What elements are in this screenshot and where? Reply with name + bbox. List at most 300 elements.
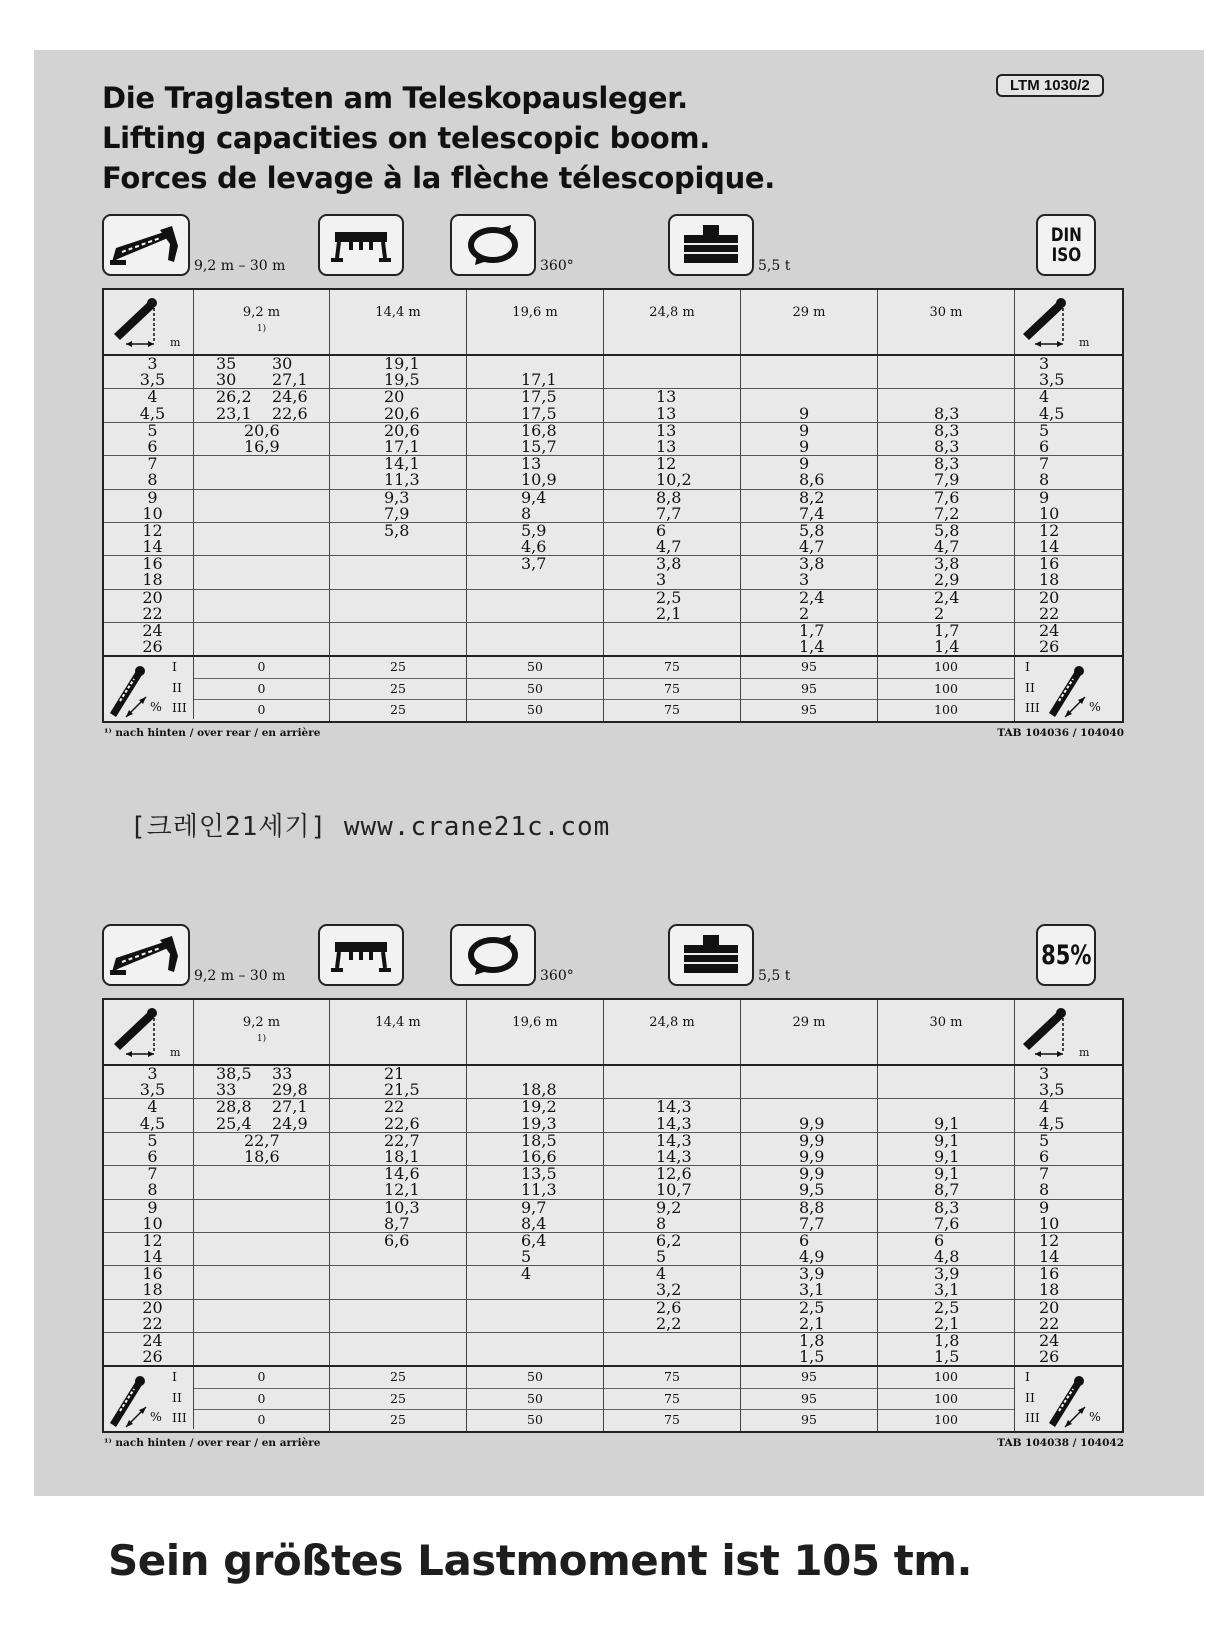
- capacity-row-cell: [604, 639, 740, 655]
- table-body: [104, 1066, 1122, 1365]
- capacity-row-cell: [467, 489, 603, 506]
- telescoping-label: II: [172, 1389, 182, 1405]
- percent-label: %: [150, 1409, 162, 1425]
- radius-cell: 6: [1039, 1146, 1050, 1166]
- outrigger-icon: [318, 214, 404, 276]
- capacity-value: 18,1: [384, 1146, 420, 1166]
- radius-cell: 12: [1015, 1232, 1122, 1249]
- radius-cell: 3,5: [1039, 370, 1065, 390]
- capacity-row-cell: [741, 539, 877, 555]
- telescoping-boom-icon: [106, 1371, 152, 1429]
- capacity-row-cell: [741, 1313, 877, 1333]
- capacity-value: 5,8: [384, 520, 410, 540]
- capacity-row-cell: [330, 639, 466, 655]
- radius-cell: 6: [147, 1146, 158, 1166]
- capacity-value: 13: [656, 387, 677, 407]
- capacity-row-cell: [194, 572, 329, 588]
- capacity-value: 29,8: [272, 1080, 308, 1100]
- capacity-row-cell: [194, 1066, 329, 1082]
- radius-cell: 10: [1039, 503, 1060, 523]
- capacity-value: 4,7: [934, 537, 960, 557]
- capacity-row-cell: [878, 1066, 1014, 1082]
- telescoping-label-column-right: [1015, 657, 1122, 721]
- radius-cell: 9: [1015, 1199, 1122, 1216]
- capacity-row-cell: [878, 1113, 1014, 1133]
- telescoping-pct: 100: [878, 1367, 1014, 1389]
- telescoping-column: [194, 1367, 330, 1431]
- capacity-row-cell: [194, 372, 329, 388]
- capacity-value: 12,6: [656, 1164, 692, 1184]
- capacity-row-cell: [330, 503, 466, 523]
- telescoping-pct: 95: [801, 702, 817, 718]
- capacity-row-cell: [330, 1332, 466, 1349]
- capacity-row-cell: [467, 472, 603, 488]
- radius-cell: 12: [104, 1232, 193, 1249]
- capacity-row-cell: [467, 1332, 603, 1349]
- capacity-value: 3,8: [656, 554, 682, 574]
- capacity-value: 30: [216, 370, 237, 390]
- counterweight-icon: [668, 924, 754, 986]
- capacity-row-cell: [194, 539, 329, 555]
- capacity-row-cell: [604, 372, 740, 388]
- capacity-row-cell: [878, 472, 1014, 488]
- capacity-row-cell: [194, 1316, 329, 1332]
- capacity-value: 16,8: [521, 420, 557, 440]
- capacity-value: 18,5: [521, 1130, 557, 1150]
- radius-cell: 20: [104, 589, 193, 606]
- boom-column-144: [330, 1066, 467, 1365]
- capacity-value: 4,6: [521, 537, 547, 557]
- telescoping-pct: 75: [604, 1367, 740, 1389]
- slewing-360-icon: [450, 924, 536, 986]
- capacity-value: 7,6: [934, 487, 960, 507]
- capacity-row-cell: [194, 1332, 329, 1349]
- radius-cell: 14: [1039, 537, 1060, 557]
- title-de: Die Traglasten am Teleskopausleger.: [102, 81, 688, 115]
- capacity-value: 17,1: [384, 436, 420, 456]
- capacity-value: 5,9: [521, 520, 547, 540]
- capacity-row-cell: [467, 539, 603, 555]
- capacity-value: 8,8: [799, 1197, 825, 1217]
- telescoping-pct: 50: [527, 1412, 543, 1428]
- capacity-row-cell: [330, 589, 466, 606]
- m-unit-label: m: [170, 1046, 181, 1059]
- capacity-row-cell: [604, 603, 740, 623]
- telescoping-column: [741, 1367, 878, 1431]
- capacity-value: 18,6: [244, 1146, 280, 1166]
- telescoping-label: II: [172, 679, 182, 695]
- capacity-row-cell: [878, 1249, 1014, 1265]
- capacity-value: 5: [656, 1247, 667, 1267]
- radius-cell: 3: [1039, 1064, 1050, 1083]
- capacity-row-cell: [194, 1282, 329, 1298]
- table-body: [104, 356, 1122, 655]
- capacity-row-cell: [194, 506, 329, 522]
- boom-column-248: [604, 356, 741, 655]
- capacity-value: 1,4: [934, 637, 960, 657]
- capacity-row-cell: [467, 1182, 603, 1198]
- capacity-row-cell: [467, 1082, 603, 1098]
- counterweight-icon: [668, 214, 754, 276]
- telescoping-pct: 25: [390, 1412, 406, 1428]
- capacity-row-cell: [467, 403, 603, 423]
- capacity-value: 6: [934, 1230, 945, 1250]
- title-en: Lifting capacities on telescopic boom.: [102, 121, 710, 155]
- capacity-row-cell: [604, 1213, 740, 1233]
- radius-cell: 7: [104, 1165, 193, 1182]
- capacity-value: 7,9: [384, 503, 410, 523]
- capacity-value: 8,3: [934, 420, 960, 440]
- radius-cell: 14: [1039, 1247, 1060, 1267]
- capacity-row-cell: [194, 1249, 329, 1265]
- capacity-value: 20,6: [244, 420, 280, 440]
- standard-badge: [1036, 214, 1096, 276]
- capacity-row-cell: [878, 572, 1014, 588]
- telescoping-pct: 50: [467, 1389, 603, 1411]
- tab-reference: TAB 104038 / 104042: [997, 1436, 1124, 1449]
- capacity-value: 30: [272, 354, 293, 373]
- capacity-value: 20: [384, 387, 405, 407]
- title-fr: Forces de levage à la flèche télescopique.: [102, 161, 776, 195]
- telescoping-pct: 75: [604, 657, 740, 679]
- radius-cell: 16: [104, 555, 193, 572]
- capacity-row-cell: [194, 639, 329, 655]
- capacity-value: 17,1: [521, 370, 557, 390]
- radius-cell: 26: [142, 637, 163, 657]
- capacity-row-cell: [194, 555, 329, 572]
- capacity-row-cell: [878, 1313, 1014, 1333]
- capacity-row-cell: [741, 1146, 877, 1166]
- radius-column-right: [1015, 356, 1122, 655]
- capacity-value: 8,6: [799, 470, 825, 490]
- capacity-row-cell: [194, 589, 329, 606]
- capacity-row-cell: [330, 472, 466, 488]
- capacity-row-cell: [330, 572, 466, 588]
- capacity-row-cell: [194, 472, 329, 488]
- capacity-row-cell: [604, 1066, 740, 1082]
- capacity-row-cell: [467, 589, 603, 606]
- capacity-row-cell: [467, 436, 603, 456]
- boom-column-248: [604, 1066, 741, 1365]
- radius-cell: 8: [1039, 470, 1050, 490]
- capacity-value: 14,3: [656, 1146, 692, 1166]
- radius-cell: 24: [1015, 1332, 1122, 1349]
- telescoping-pct: 50: [467, 679, 603, 701]
- capacity-row-cell: [878, 372, 1014, 388]
- telescoping-pct: 100: [934, 702, 958, 718]
- footnote: ¹⁾ nach hinten / over rear / en arrière: [104, 1436, 321, 1449]
- percent-label: %: [150, 699, 162, 715]
- capacity-row-cell: [741, 422, 877, 439]
- telescoping-pct: 50: [527, 702, 543, 718]
- capacity-value: 13: [656, 436, 677, 456]
- telescoping-boom-icon: [106, 661, 152, 719]
- capacity-row-cell: [604, 1199, 740, 1216]
- model-badge: LTM 1030/2: [996, 74, 1104, 97]
- boom-range-label: 9,2 m – 30 m: [194, 258, 286, 274]
- radius-cell: 8: [147, 470, 158, 490]
- capacity-value: 4,8: [934, 1247, 960, 1267]
- capacity-row-cell: [330, 436, 466, 456]
- capacity-row-cell: [604, 356, 740, 372]
- capacity-value: 22,7: [244, 1130, 280, 1150]
- radius-cell: 10: [1039, 1213, 1060, 1233]
- radius-cell: 9: [104, 1199, 193, 1216]
- telescoping-label: I: [172, 1369, 177, 1385]
- capacity-value: 3,2: [656, 1280, 682, 1300]
- capacity-row-cell: [878, 436, 1014, 456]
- capacity-value: 25,4: [216, 1113, 252, 1133]
- telescopic-boom-icon: [102, 214, 190, 276]
- capacity-value: 6: [656, 520, 667, 540]
- capacity-row-cell: [194, 1113, 329, 1133]
- telescoping-pct: 0: [194, 657, 329, 679]
- capacity-value: 3,8: [934, 554, 960, 574]
- telescoping-label-column: [104, 657, 194, 719]
- capacity-value: 14,6: [384, 1164, 420, 1184]
- telescoping-column: [330, 657, 467, 721]
- capacity-value: 9,1: [934, 1146, 960, 1166]
- capacity-value: 10,9: [521, 470, 557, 490]
- capacity-row-cell: [741, 603, 877, 623]
- radius-cell: 12: [104, 522, 193, 539]
- radius-cell: 26: [1039, 1347, 1060, 1367]
- capacity-value: 27,1: [272, 370, 308, 390]
- capacity-row-cell: [741, 1182, 877, 1198]
- boom-length-header-2: 19,6 m: [467, 1000, 604, 1064]
- capacity-value: 10,3: [384, 1197, 420, 1217]
- boom-column-9-2: [194, 1066, 330, 1365]
- capacity-row-cell: [604, 1282, 740, 1298]
- radius-cell: 3: [1039, 354, 1050, 373]
- capacity-row-cell: [604, 1232, 740, 1249]
- capacity-row-cell: [604, 1098, 740, 1115]
- radius-cell: 3,5: [1039, 1080, 1065, 1100]
- telescoping-pct: 95: [741, 679, 877, 701]
- capacity-value: 2,9: [934, 570, 960, 590]
- capacity-value: 19,1: [384, 354, 420, 373]
- telescoping-pct: 75: [604, 1389, 740, 1411]
- radius-cell: 4,5: [1039, 403, 1065, 423]
- capacity-value: 38,5: [216, 1064, 252, 1083]
- capacity-row-cell: [330, 1249, 466, 1265]
- capacity-value: 7,4: [799, 503, 825, 523]
- capacity-row-cell: [194, 1299, 329, 1316]
- radius-cell: 20: [1015, 589, 1122, 606]
- radius-column: [104, 1066, 194, 1365]
- telescoping-pct: 25: [330, 1367, 466, 1389]
- config-icons-row: [102, 214, 1124, 280]
- capacity-value: 9: [799, 454, 810, 474]
- radius-cell: 5: [104, 422, 193, 439]
- tab-reference: TAB 104036 / 104040: [997, 726, 1124, 739]
- load-chart-section-1: [102, 214, 1124, 743]
- capacity-value: 13: [521, 454, 542, 474]
- telescoping-column: [604, 1367, 741, 1431]
- capacity-row-cell: [604, 1349, 740, 1365]
- capacity-row-cell: [330, 622, 466, 639]
- telescoping-column: [194, 657, 330, 721]
- telescoping-pct: 0: [194, 679, 329, 701]
- capacity-value: 12: [656, 454, 677, 474]
- capacity-row-cell: [604, 472, 740, 488]
- telescoping-column: [467, 1367, 604, 1431]
- capacity-row-cell: [604, 403, 740, 423]
- radius-cell: 6: [1039, 436, 1050, 456]
- capacity-row-cell: [604, 539, 740, 555]
- capacity-value: 8,3: [934, 403, 960, 423]
- outrigger-icon: [318, 924, 404, 986]
- capacity-row-cell: [604, 555, 740, 572]
- radius-cell: 26: [142, 1347, 163, 1367]
- capacity-row-cell: [330, 1299, 466, 1316]
- radius-column: [104, 356, 194, 655]
- telescoping-column: [878, 657, 1015, 721]
- capacity-value: 8: [521, 503, 532, 523]
- capacity-row-cell: [741, 572, 877, 588]
- capacity-value: 20,6: [384, 420, 420, 440]
- capacity-row-cell: [741, 1098, 877, 1115]
- capacity-value: 17,5: [521, 387, 557, 407]
- capacity-value: 21: [384, 1064, 405, 1083]
- capacity-value: 7,7: [656, 503, 682, 523]
- capacity-row-cell: [604, 622, 740, 639]
- slew-label: 360°: [540, 968, 574, 984]
- capacity-row-cell: [467, 1098, 603, 1115]
- capacity-value: 3,8: [799, 554, 825, 574]
- telescoping-pct: 100: [878, 679, 1014, 701]
- radius-header-right: [1015, 290, 1122, 354]
- capacity-row-cell: [467, 1146, 603, 1166]
- radius-cell: 4: [1015, 1098, 1122, 1115]
- radius-cell: 7: [1015, 455, 1122, 472]
- boom-length-header-4: 29 m: [741, 290, 878, 354]
- telescoping-column: [741, 657, 878, 721]
- capacity-value: 7,2: [934, 503, 960, 523]
- capacity-row-cell: [467, 555, 603, 572]
- capacity-row-cell: [878, 1282, 1014, 1298]
- capacity-value: 20,6: [384, 403, 420, 423]
- capacity-value: 2,5: [934, 1297, 960, 1317]
- capacity-row-cell: [467, 1349, 603, 1365]
- standard-badge-text: DIN ISO: [1050, 224, 1082, 266]
- capacity-row-cell: [878, 356, 1014, 372]
- capacity-row-cell: [330, 1213, 466, 1233]
- boom-column-30: [878, 1066, 1015, 1365]
- capacity-value: 13,5: [521, 1164, 557, 1184]
- capacity-row-cell: [330, 539, 466, 555]
- radius-cell: 22: [142, 1313, 163, 1333]
- boom-column-144: [330, 356, 467, 655]
- telescoping-boom-icon-right: [1045, 1371, 1091, 1429]
- radius-cell: 5: [104, 1132, 193, 1149]
- boom-length-header-4: 29 m: [741, 1000, 878, 1064]
- capacity-row-cell: [604, 1113, 740, 1133]
- watermark: [크레인21세기] www.crane21c.com: [130, 812, 611, 842]
- radius-cell: 16: [1015, 1265, 1122, 1282]
- capacity-row-cell: [467, 639, 603, 655]
- telescoping-label: II: [1025, 1389, 1035, 1405]
- capacity-value: 1,8: [934, 1331, 960, 1350]
- capacity-row-cell: [330, 1082, 466, 1098]
- capacity-value: 9: [799, 436, 810, 456]
- capacity-row-cell: [194, 356, 329, 372]
- telescoping-pct: 100: [934, 1412, 958, 1428]
- capacity-value: 9,9: [799, 1164, 825, 1184]
- telescoping-pct: 25: [330, 657, 466, 679]
- capacity-row-cell: [878, 1213, 1014, 1233]
- capacity-value: 22: [384, 1097, 405, 1117]
- capacity-value: 1,7: [799, 621, 825, 640]
- capacity-row-cell: [878, 589, 1014, 606]
- capacity-row-cell: [330, 1282, 466, 1298]
- capacity-row-cell: [878, 603, 1014, 623]
- percent-label: %: [1089, 699, 1101, 715]
- capacity-value: 1,8: [799, 1331, 825, 1350]
- radius-cell: 7: [104, 455, 193, 472]
- capacity-value: 16,6: [521, 1146, 557, 1166]
- capacity-value: 22,7: [384, 1130, 420, 1150]
- capacity-row-cell: [330, 372, 466, 388]
- capacity-value: 9,9: [799, 1113, 825, 1133]
- capacity-row-cell: [604, 1082, 740, 1098]
- radius-cell: 4,5: [139, 1113, 166, 1133]
- boom-length-header-0: 9,2 m 1): [194, 290, 330, 354]
- telescoping-column: [467, 657, 604, 721]
- capacity-value: 17,5: [521, 403, 557, 423]
- boom-column-29: [741, 1066, 878, 1365]
- capacity-value: 18,8: [521, 1080, 557, 1100]
- capacity-value: 3,7: [521, 554, 547, 574]
- radius-cell: 4,5: [1039, 1113, 1065, 1133]
- capacity-value: 2,4: [799, 587, 825, 607]
- telescoping-pct: 25: [330, 679, 466, 701]
- capacity-value: 8,3: [934, 436, 960, 456]
- capacity-value: 14,3: [656, 1097, 692, 1117]
- telescoping-rows: [104, 1365, 1122, 1431]
- capacity-value: 27,1: [272, 1097, 308, 1117]
- radius-cell: 22: [142, 603, 163, 623]
- capacity-row-cell: [741, 1282, 877, 1298]
- boom-column-196: [467, 1066, 604, 1365]
- capacity-row-cell: [194, 1182, 329, 1198]
- capacity-row-cell: [330, 522, 466, 539]
- telescoping-pct: 75: [664, 702, 680, 718]
- capacity-value: 10,7: [656, 1180, 692, 1200]
- footnote-mark: 1): [256, 1034, 267, 1044]
- capacity-row-cell: [467, 1213, 603, 1233]
- capacity-value: 15,7: [521, 436, 557, 456]
- capacity-row-cell: [741, 356, 877, 372]
- load-table: [102, 288, 1124, 723]
- capacity-row-cell: [741, 388, 877, 405]
- capacity-value: 8,2: [799, 487, 825, 507]
- capacity-row-cell: [330, 403, 466, 423]
- capacity-row-cell: [467, 1316, 603, 1332]
- capacity-row-cell: [330, 606, 466, 622]
- telescoping-label: I: [1025, 659, 1030, 675]
- capacity-value: 2,1: [934, 1313, 960, 1333]
- telescoping-pct: 0: [194, 1367, 329, 1389]
- radius-cell: 4,5: [139, 403, 166, 423]
- capacity-row-cell: [741, 1213, 877, 1233]
- capacity-row-cell: [878, 539, 1014, 555]
- radius-cell: 10: [142, 503, 163, 523]
- capacity-row-cell: [878, 1182, 1014, 1198]
- capacity-value: 24,9: [272, 1113, 308, 1133]
- telescoping-column: [604, 657, 741, 721]
- radius-cell: 20: [104, 1299, 193, 1316]
